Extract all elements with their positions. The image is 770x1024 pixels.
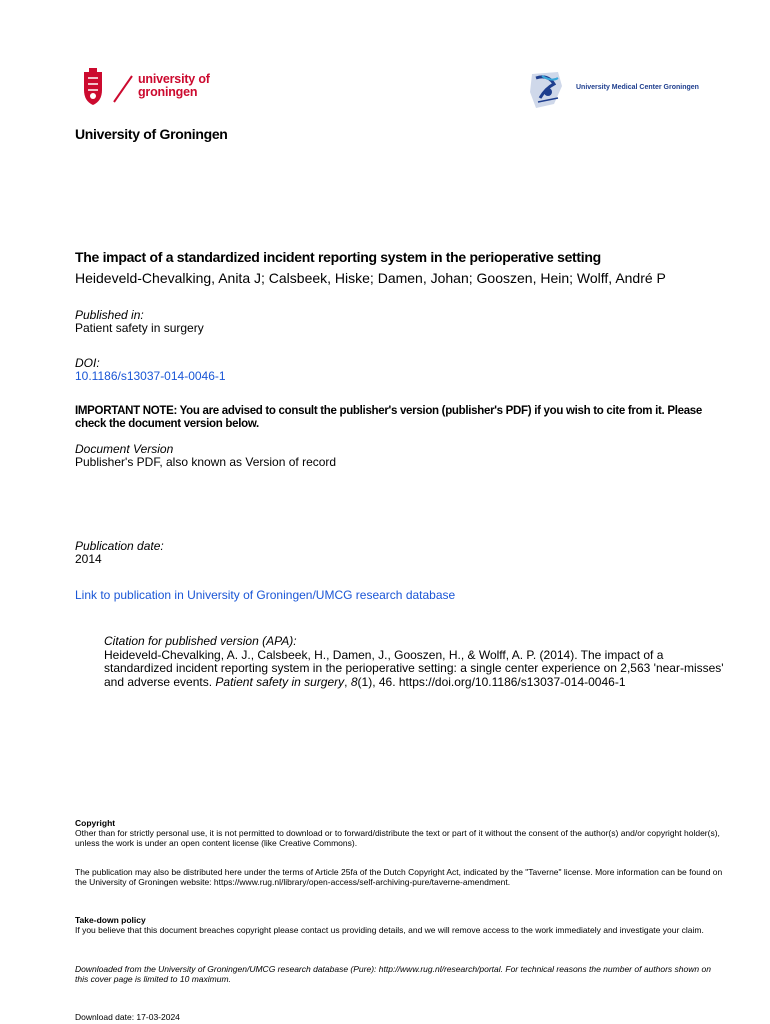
umcg-logo-text: University Medical Center Groningen xyxy=(576,84,699,91)
takedown-section xyxy=(75,915,725,935)
citation-separator: , xyxy=(344,674,348,689)
copyright-heading: Copyright xyxy=(75,818,116,828)
copyright-text: Other than for strictly personal use, it is not permitted to download or to forward/distribute the text or part of it without the consent of the author(s) and/or copyright holder(s), unless the work is under an open content license (like Creative Commons). xyxy=(75,828,720,848)
rug-slash-icon xyxy=(112,74,134,104)
published-in-value: Patient safety in surgery xyxy=(75,321,204,335)
download-date: Download date: 17-03-2024 xyxy=(75,1012,180,1022)
citation-block xyxy=(104,635,724,689)
umcg-emblem-icon xyxy=(528,68,572,110)
citation-label: Citation for published version (APA): xyxy=(104,634,297,648)
takedown-heading: Take-down policy xyxy=(75,915,146,925)
doi-link[interactable]: 10.1186/s13037-014-0046-1 xyxy=(75,369,226,383)
downloaded-from-text: Downloaded from the University of Groningen/UMCG research database (Pure): http://www.rug.nl/research/portal. For technical reasons the number of authors shown on this cover page is limited to 10 maximum. xyxy=(75,964,711,984)
copyright-section xyxy=(75,818,725,848)
publication-date-label: Publication date: xyxy=(75,539,164,553)
rug-logo-line1: university of xyxy=(138,72,210,86)
citation-text-before: Heideveld-Chevalking, A. J., Calsbeek, H., Damen, J., Gooszen, H., & Wolff, A. P. (2014). The impact of a standardized incident reporting system in the perioperative setting: a single center experience on 2,563 'near-misses' and adverse events. xyxy=(104,647,724,689)
taverne-text: The publication may also be distributed here under the terms of Article 25fa of the Dutch Copyright Act, indicated by the "Taverne" license. More information can be found on the University of Groningen website: https://www.rug.nl/library/open-access/self-archiving-pure/taverne-amendment. xyxy=(75,867,723,887)
citation-text xyxy=(104,649,724,690)
rug-crest-icon xyxy=(80,68,106,106)
article-title: The impact of a standardized incident reporting system in the perioperative setting xyxy=(75,249,601,265)
published-in-label: Published in: xyxy=(75,308,144,322)
document-version-value: Publisher's PDF, also known as Version of record xyxy=(75,455,337,469)
umcg-logo xyxy=(528,68,708,112)
document-version-label: Document Version xyxy=(75,442,174,456)
database-link[interactable]: Link to publication in University of Groningen/UMCG research database xyxy=(75,588,456,602)
article-authors: Heideveld-Chevalking, Anita J; Calsbeek, Hiske; Damen, Johan; Gooszen, Hein; Wolff, André P xyxy=(75,270,666,286)
rug-logo-line2: groningen xyxy=(138,85,198,99)
university-heading: University of Groningen xyxy=(75,126,228,142)
university-of-groningen-logo xyxy=(80,68,230,108)
important-note: IMPORTANT NOTE: You are advised to consult the publisher's version (publisher's PDF) if you wish to cite from it. Please check the document version below. xyxy=(75,405,702,430)
publication-date-value: 2014 xyxy=(75,552,102,566)
citation-text-after: (1), 46. https://doi.org/10.1186/s13037-014-0046-1 xyxy=(357,674,626,689)
takedown-text: If you believe that this document breaches copyright please contact us providing details, and we will remove access to the work immediately and investigate your claim. xyxy=(75,925,704,935)
citation-journal: Patient safety in surgery xyxy=(215,674,345,689)
doi-label: DOI: xyxy=(75,356,100,370)
citation-volume: 8 xyxy=(350,674,358,689)
